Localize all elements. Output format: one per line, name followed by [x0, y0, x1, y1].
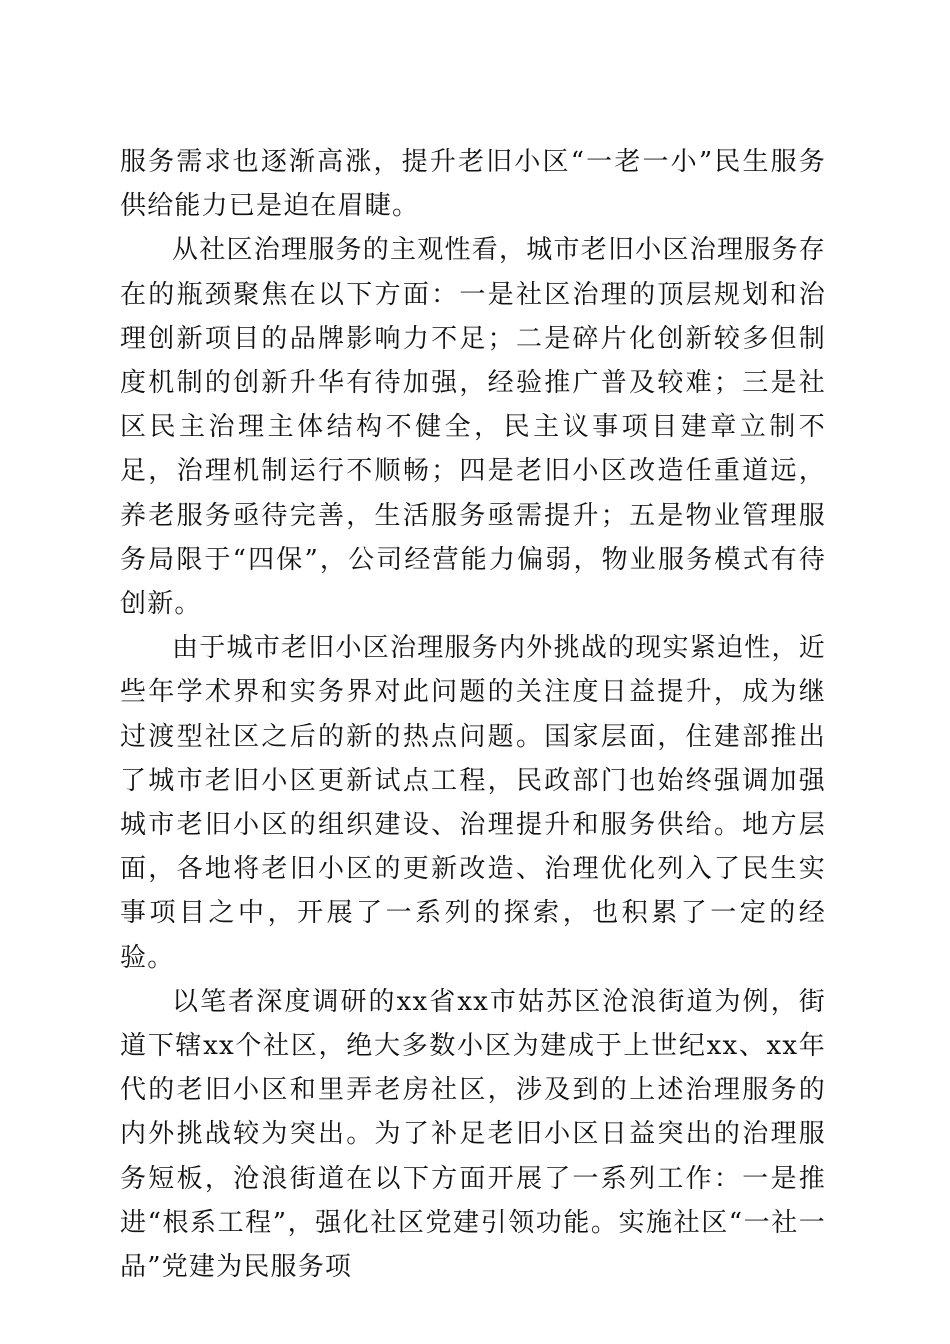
document-body — [120, 140, 826, 1289]
paragraph-canglang-case: 以笔者深度调研的xx省xx市姑苏区沧浪街道为例，街道下辖xx个社区，绝大多数小区为建成于上世纪xx、xx年代的老旧小区和里弄老房社区，涉及到的上述治理服务的内外挑战较为突出。为了补足老旧小区日益突出的治理服务短板，沧浪街道在以下方面开展了一系列工作：一是推进“根系工程”，强化社区党建引领功能。实施社区“一社一品”党建为民服务项 — [120, 986, 826, 1283]
paragraph-research-attention: 由于城市老旧小区治理服务内外挑战的现实紧迫性，近些年学术界和实务界对此问题的关注度日益提升，成为继过渡型社区之后的新的热点问题。国家层面，住建部推出了城市老旧小区更新试点工程，民政部门也始终强调加强城市老旧小区的组织建设、治理提升和服务供给。地方层面，各地将老旧小区的更新改造、治理优化列入了民生实事项目之中，开展了一系列的探索，也积累了一定的经验。 — [120, 633, 826, 973]
paragraph-governance-bottlenecks: 从社区治理服务的主观性看，城市老旧小区治理服务存在的瓶颈聚焦在以下方面：一是社区治理的顶层规划和治理创新项目的品牌影响力不足；二是碎片化创新较多但制度机制的创新升华有待加强，经验推广普及较难；三是社区民主治理主体结构不健全，民主议事项目建章立制不足，治理机制运行不顺畅；四是老旧小区改造任重道远，养老服务亟待完善，生活服务亟需提升；五是物业管理服务局限于“四保”，公司经营能力偏弱，物业服务模式有待创新。 — [120, 235, 826, 620]
paragraph-continuation: 服务需求也逐渐高涨，提升老旧小区“一老一小”民生服务供给能力已是迫在眉睫。 — [120, 147, 826, 222]
